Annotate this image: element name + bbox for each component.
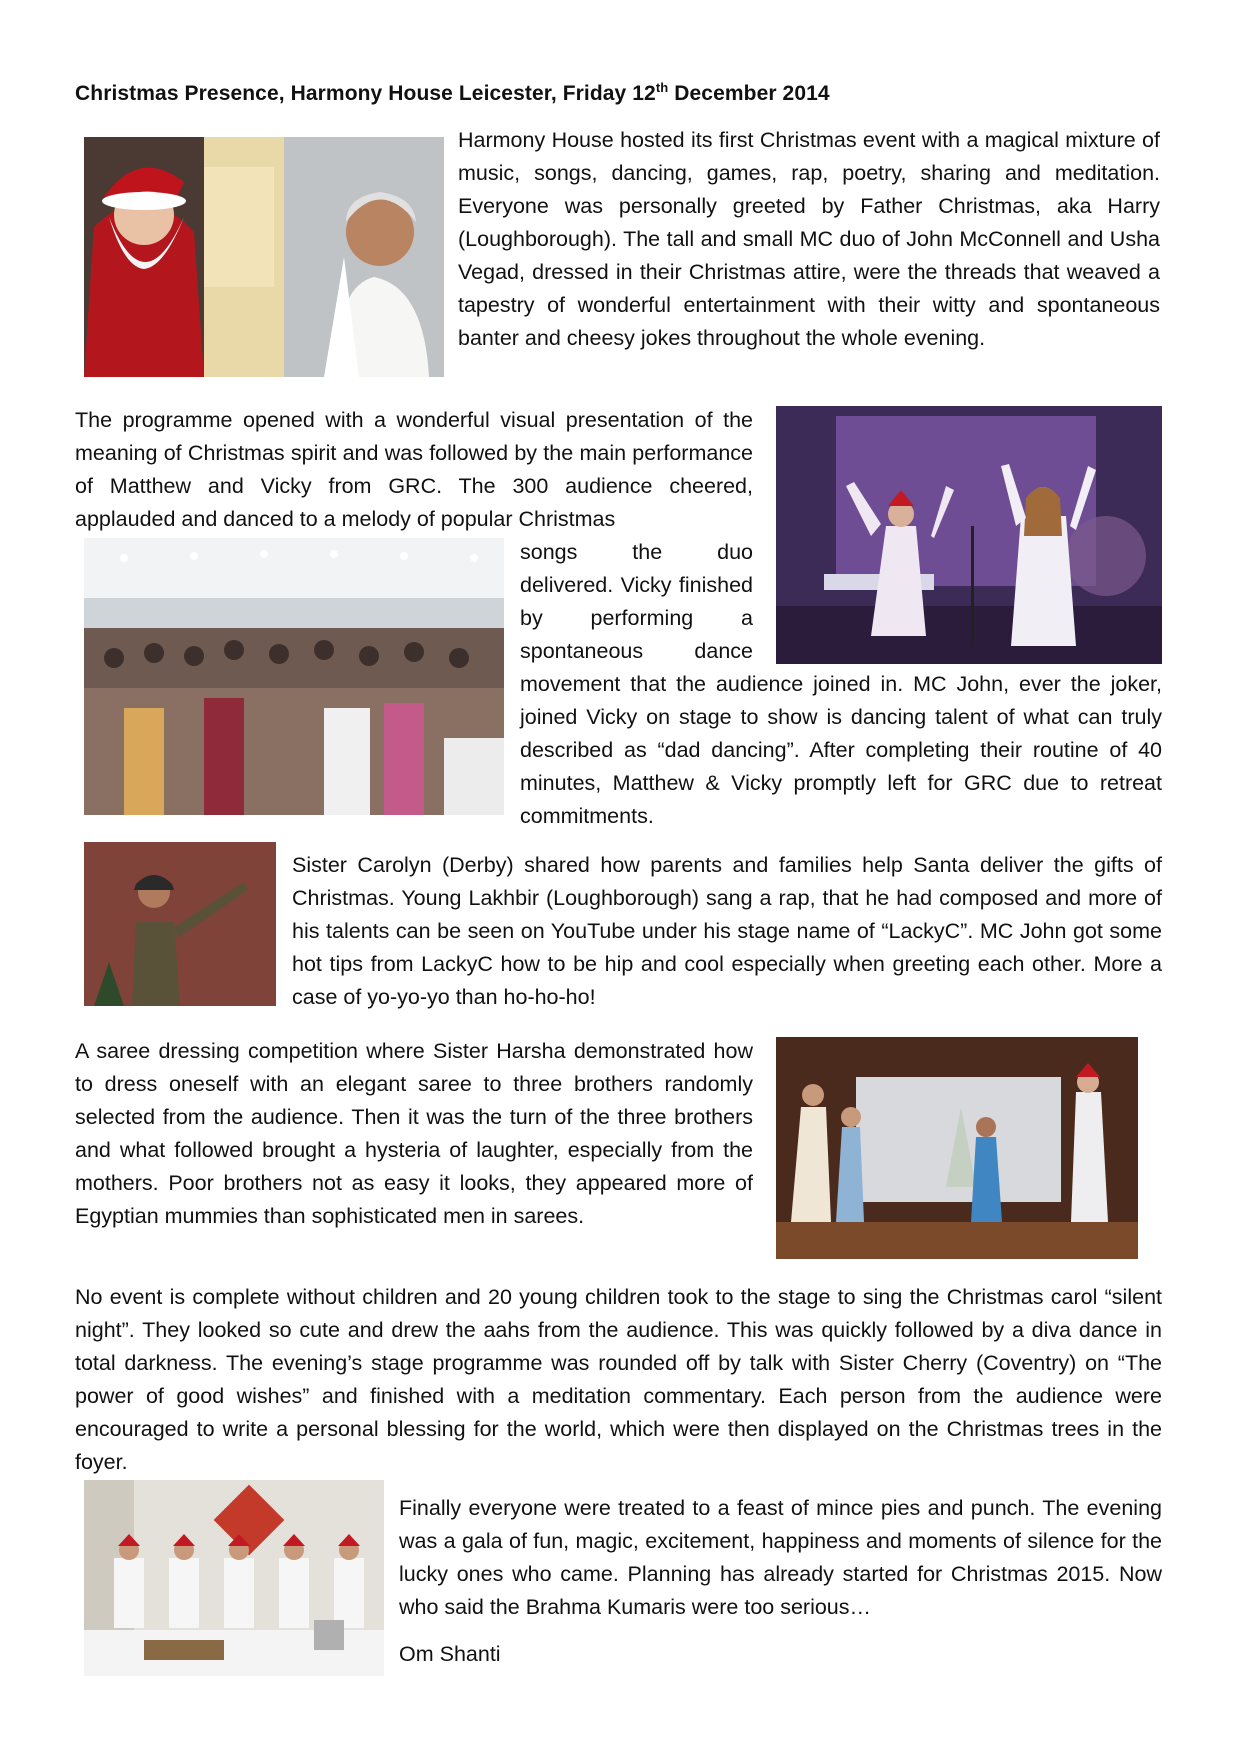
programme-paragraph-middle: songs the duo delivered. Vicky finished by performing a spontaneous dance: [520, 540, 753, 663]
programme-paragraph-top: The programme opened with a wonderful visual presentation of the meaning of Christmas spirit and was followed by the main performance of Matthew and Vicky from GRC. The 300 audience cheered, applauded and danced to a melody of popular Christmas: [75, 408, 753, 531]
audience-dancing-photo: [84, 538, 504, 815]
signoff: Om Shanti: [399, 1642, 501, 1666]
stage-performance-photo: [776, 406, 1162, 664]
saree-paragraph: A saree dressing competition where Sister Harsha demonstrated how to dress oneself with an elegant saree to three brothers randomly selected from the audience. Then it was the turn of the three brothers and what followed brought a hysteria of laughter, especially from the mothers. Poor brothers not as easy it looks, they appeared more of Egyptian mummies than sophisticated men in sarees.: [75, 1039, 753, 1228]
programme-paragraph-bottom: movement that the audience joined in. MC John, ever the joker, joined Vicky on stage to show is dancing talent of what can truly described as “dad dancing”. After completing their routine of 40 minutes, Matthew & Vicky promptly left for GRC due to retreat commitments.: [520, 672, 1162, 828]
children-paragraph: No event is complete without children and 20 young children took to the stage to sing the Christmas carol “silent night”. They looked so cute and drew the aahs from the audience. This was quickly followed by a diva dance in total darkness. The evening’s stage programme was rounded off by talk with Sister Cherry (Coventry) on “The power of good wishes” and finished with a meditation commentary. Each person from the audience were encouraged to write a personal blessing for the world, which were then displayed on the Christmas trees in the foyer.: [75, 1285, 1162, 1474]
finale-paragraph: Finally everyone were treated to a feast of mince pies and punch. The evening was a gala of fun, magic, excitement, happiness and moments of silence for the lucky ones who came. Planning has already started for Christmas 2015. Now who said the Brahma Kumaris were too serious…: [399, 1496, 1162, 1619]
rapper-photo: [84, 842, 276, 1006]
mince-pies-photo: [84, 1480, 384, 1676]
article-title: Christmas Presence, Harmony House Leicester, Friday 12th December 2014: [75, 80, 830, 105]
rap-paragraph: Sister Carolyn (Derby) shared how parents and families help Santa deliver the gifts of Christmas. Young Lakhbir (Loughborough) sang a rap, that he had composed and more of his talents can be seen on YouTube under his stage name of “LackyC”. MC John got some hot tips from LackyC how to be hip and cool especially when greeting each other. More a case of yo-yo-yo than ho-ho-ho!: [292, 853, 1162, 1009]
saree-competition-photo: [776, 1037, 1138, 1259]
intro-paragraph: Harmony House hosted its first Christmas event with a magical mixture of music, songs, dancing, games, rap, poetry, sharing and meditation. Everyone was personally greeted by Father Christmas, aka Harry (Loughborough). The tall and small MC duo of John McConnell and Usha Vegad, dressed in their Christmas attire, were the threads that weaved a tapestry of wonderful entertainment with their witty and spontaneous banter and cheesy jokes throughout the whole evening.: [458, 128, 1160, 350]
father-christmas-photo: [84, 137, 444, 377]
